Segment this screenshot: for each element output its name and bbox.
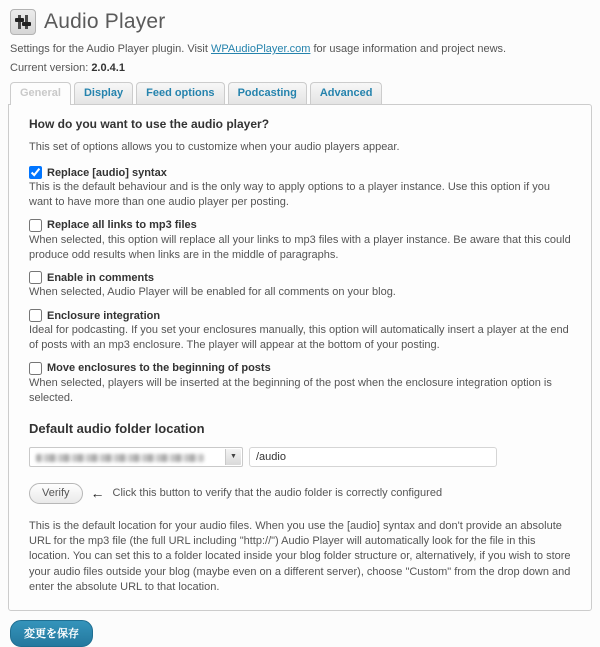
- tab-advanced[interactable]: Advanced: [310, 82, 383, 104]
- option-enclosure-integration: [29, 309, 571, 353]
- folder-location-select[interactable]: [29, 447, 243, 467]
- intro-text: [8, 41, 592, 55]
- section-subheading: This set of options allows you to customize when your audio players appear.: [29, 141, 400, 153]
- option-label[interactable]: Enclosure integration: [47, 309, 161, 322]
- verify-row: [29, 483, 571, 504]
- tab-display[interactable]: Display: [74, 82, 133, 104]
- section-heading: How do you want to use the audio player?: [29, 117, 270, 131]
- enclosure-integration-checkbox[interactable]: [29, 309, 42, 322]
- option-replace-mp3-links: [29, 219, 571, 263]
- page-title: Audio Player: [44, 10, 166, 33]
- tab-general[interactable]: General: [10, 82, 71, 105]
- option-description: This is the default behaviour and is the only way to apply options to a player instance. Use this option if you want to have more than one audio player per posting.: [29, 181, 550, 208]
- folder-location-footnote: This is the default location for your audio files. When you use the [audio] syntax and don't provide an absolute URL for the mp3 file (the full URL including "http://") Audio Player will automatically look for the file in this location. You can set this to a folder located inside your blog folder structure or, alternatively, if you wish to store your audio files outside your blog (maybe even on a different server), choose "Custom" from the drop down and enter the absolute URL to that location.: [29, 519, 571, 594]
- option-replace-audio-syntax: [29, 166, 571, 210]
- page-header: [8, 7, 592, 41]
- version-label: Current version:: [10, 62, 92, 74]
- option-description: Ideal for podcasting. If you set your enclosures manually, this option will automatically insert a player at the end of posts with an mp3 enclosure. The player will appear at the bottom of your posting.: [29, 324, 569, 352]
- intro-suffix: for usage information and project news.: [310, 43, 507, 55]
- replace-mp3-links-checkbox[interactable]: [29, 219, 42, 232]
- version-number: 2.0.4.1: [91, 62, 125, 74]
- option-description: When selected, players will be inserted at the beginning of the post when the enclosure integration option is selected.: [29, 376, 552, 404]
- replace-audio-syntax-checkbox[interactable]: [29, 166, 42, 179]
- option-description: When selected, this option will replace all your links to mp3 files with a player instance. Be aware that this could produce odd results when links are in the middle of paragraphs.: [29, 233, 571, 261]
- save-changes-button[interactable]: 変更を保存: [10, 620, 93, 647]
- option-label[interactable]: Move enclosures to the beginning of posts: [47, 362, 271, 375]
- slider-knob-icon: [22, 22, 31, 26]
- audio-folder-path-input[interactable]: [249, 447, 497, 467]
- audio-player-plugin-icon: [10, 9, 36, 35]
- verify-button[interactable]: Verify: [29, 483, 83, 504]
- folder-location-controls: [29, 447, 571, 467]
- option-label[interactable]: Replace [audio] syntax: [47, 166, 167, 179]
- wpaudioplayer-link[interactable]: WPAudioPlayer.com: [210, 43, 311, 55]
- tab-podcasting[interactable]: Podcasting: [228, 82, 307, 104]
- folder-location-heading: Default audio folder location: [29, 420, 205, 436]
- option-enable-in-comments: [29, 271, 571, 300]
- option-label[interactable]: Replace all links to mp3 files: [47, 219, 197, 232]
- verify-hint-text: Click this button to verify that the audio folder is correctly configured: [112, 487, 443, 500]
- left-arrow-icon: ←: [90, 485, 105, 502]
- intro-prefix: Settings for the Audio Player plugin. Visit: [10, 43, 211, 55]
- enable-in-comments-checkbox[interactable]: [29, 271, 42, 284]
- tab-feed-options[interactable]: Feed options: [136, 82, 224, 104]
- option-move-enclosures: [29, 362, 571, 406]
- option-label[interactable]: Enable in comments: [47, 271, 154, 284]
- option-description: When selected, Audio Player will be enabled for all comments on your blog.: [29, 286, 396, 299]
- general-tab-panel: [8, 104, 592, 611]
- redacted-select-value: [36, 454, 204, 462]
- move-enclosures-checkbox[interactable]: [29, 362, 42, 375]
- chevron-down-icon[interactable]: ▼: [225, 449, 241, 465]
- version-line: [8, 55, 592, 82]
- settings-tabs: [8, 82, 592, 104]
